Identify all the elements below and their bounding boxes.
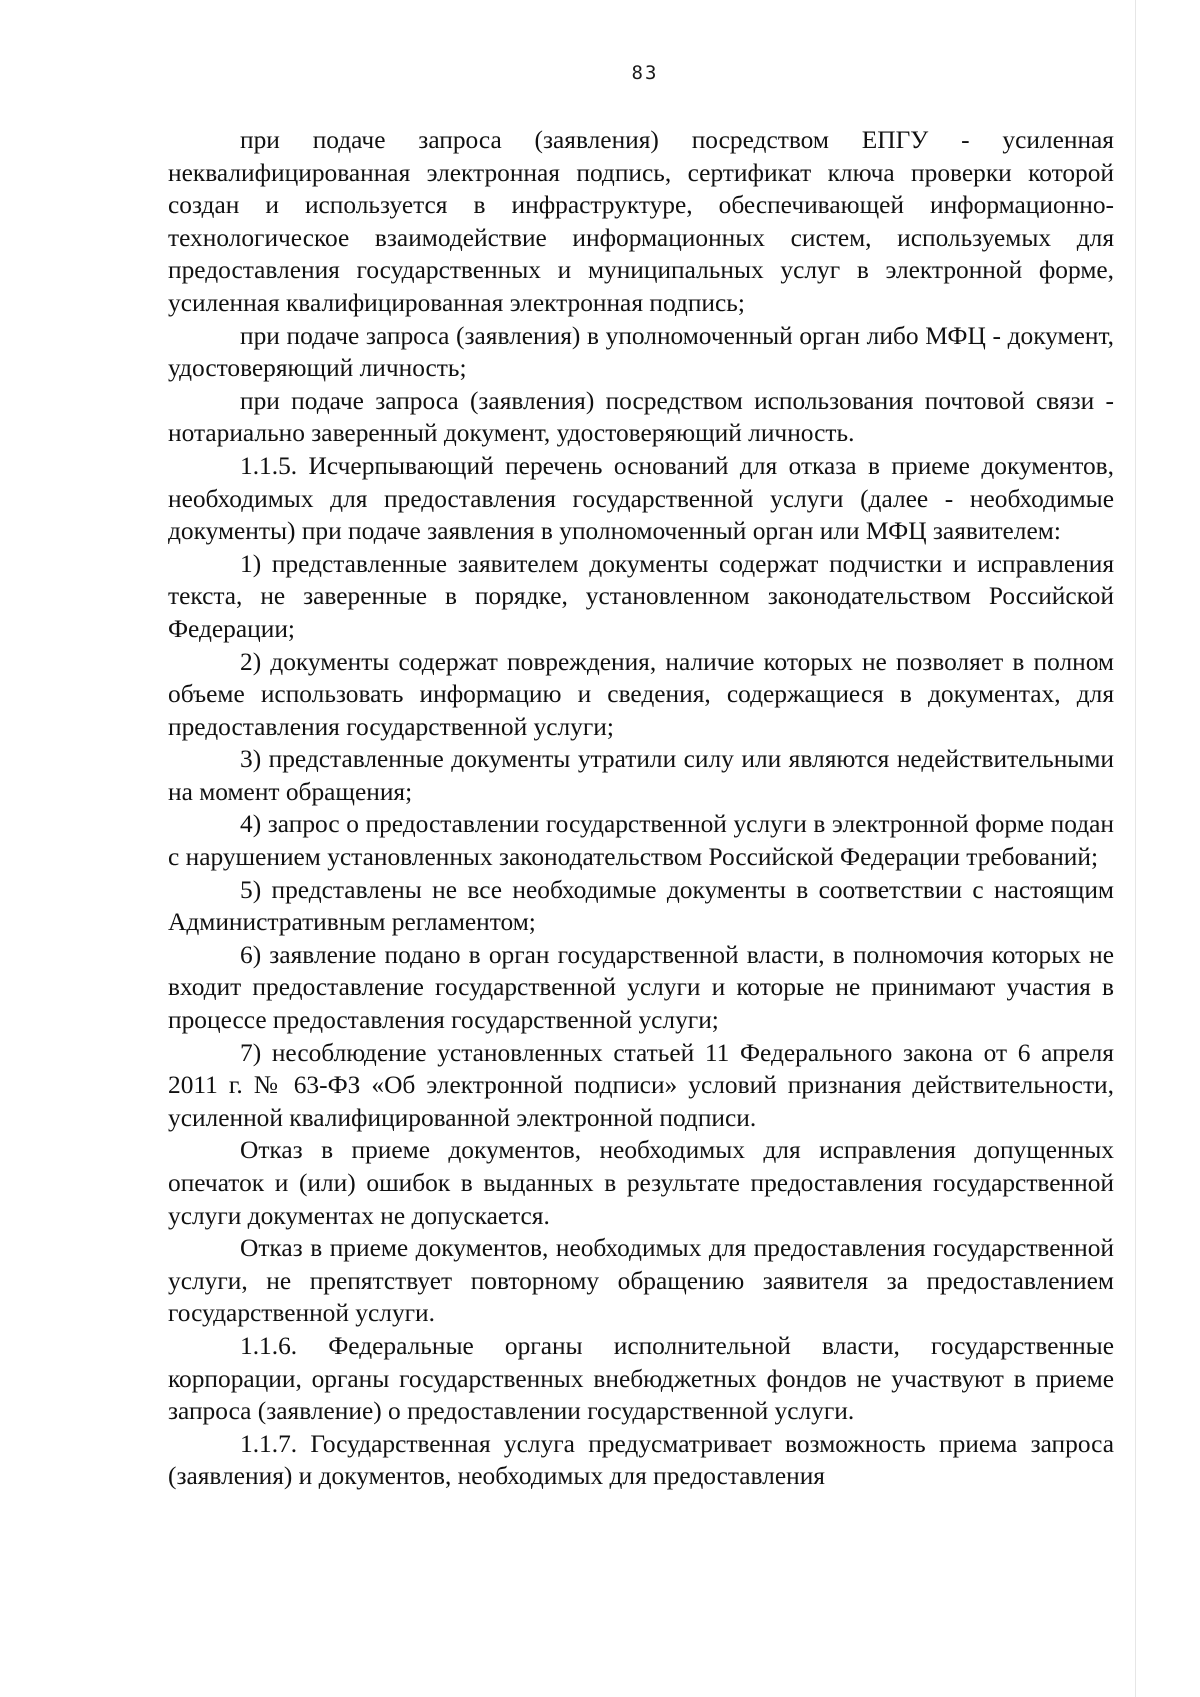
paragraph-mfc-identity-document: при подаче запроса (заявления) в уполномоченный орган либо МФЦ - документ, удостоверяющий личность; [168,321,1114,383]
paragraph-refusal-corrections: Отказ в приеме документов, необходимых для исправления допущенных опечаток и (или) ошибок в выданных в результате предоставления государственной услуги документах не допускается. [168,1136,1114,1230]
list-item-4: 4) запрос о предоставлении государственной услуги в электронной форме подан с нарушением установленных законодательством Российской Федерации требований; [168,810,1114,872]
list-item-7: 7) несоблюдение установленных статьей 11 Федерального закона от 6 апреля 2011 г. № 63-ФЗ «Об электронной подписи» условий признания действительности, усиленной квалифицированной электронной подписи. [168,1038,1114,1132]
paragraph-section-1-1-5: 1.1.5. Исчерпывающий перечень оснований для отказа в приеме документов, необходимых для предоставления государственной услуги (далее - необходимые документы) при подаче заявления в уполномоченный орган или МФЦ заявителем: [168,451,1114,546]
paragraph-postal-notarized-document: при подаче запроса (заявления) посредством использования почтовой связи - нотариально заверенный документ, удостоверяющий личность. [168,386,1114,448]
paragraph-section-1-1-7: 1.1.7. Государственная услуга предусматривает возможность приема запроса (заявления) и документов, необходимых для предоставления [168,1429,1114,1491]
page-number: 83 [631,62,659,84]
list-item-6: 6) заявление подано в орган государственной власти, в полномочия которых не входит предоставление государственной услуги и которые не принимают участия в процессе предоставления государственной услуги; [168,940,1114,1035]
document-body [168,124,1114,1493]
list-item-3: 3) представленные документы утратили силу или являются недействительными на момент обращения; [168,745,1114,806]
paragraph-refusal-reapplication: Отказ в приеме документов, необходимых для предоставления государственной услуги, не препятствует повторному обращению заявителя за предоставлением государственной услуги. [168,1234,1114,1328]
list-item-2: 2) документы содержат повреждения, наличие которых не позволяет в полном объеме использовать информацию и сведения, содержащиеся в документах, для предоставления государственной услуги; [168,647,1114,741]
paragraph-section-1-1-6: 1.1.6. Федеральные органы исполнительной власти, государственные корпорации, органы государственных внебюджетных фондов не участвуют в приеме запроса (заявление) о предоставлении государственной услуги. [168,1331,1114,1426]
list-item-1: 1) представленные заявителем документы содержат подчистки и исправления текста, не заверенные в порядке, установленном законодательством Российской Федерации; [168,549,1114,643]
scan-edge-line [1135,0,1136,1697]
list-item-5: 5) представлены не все необходимые документы в соответствии с настоящим Административным регламентом; [168,875,1114,937]
paragraph-epgu-signature: при подаче запроса (заявления) посредством ЕПГУ - усиленная неквалифицированная электронная подпись, сертификат ключа проверки которой создан и используется в инфраструктуре, обеспечивающей информационно-технологическое взаимодействие информационных систем, используемых для предоставления государственных и муниципальных услуг в электронной форме, усиленная квалифицированная электронная подпись; [168,126,1114,317]
